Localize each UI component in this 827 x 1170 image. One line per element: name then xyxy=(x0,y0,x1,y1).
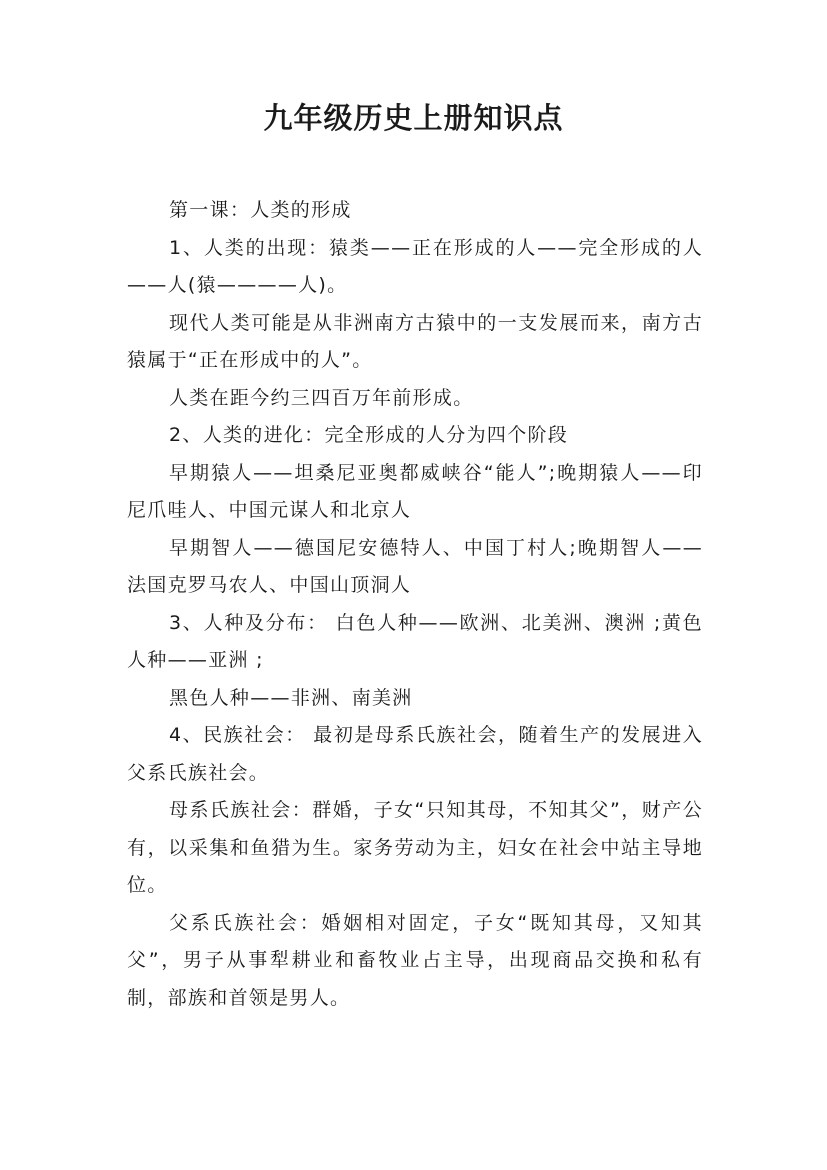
paragraph-human-evolution: 2、人类的进化：完全形成的人分为四个阶段 xyxy=(169,424,569,446)
paragraph-races-distribution: 3、人种及分布： 白色人种——欧洲、北美洲、澳洲 ;黄色人种——亚洲 ; xyxy=(127,611,703,671)
document-title: 九年级历史上册知识点 xyxy=(263,101,564,135)
paragraph-clan-society: 4、民族社会： 最初是母系氏族社会，随着生产的发展进入父系氏族社会。 xyxy=(127,724,703,784)
paragraph-ape-men: 早期猿人——坦桑尼亚奥都威峡谷“能人”;晚期猿人——印尼爪哇人、中国元谋人和北京人 xyxy=(127,461,703,521)
document-body xyxy=(127,192,703,1017)
paragraph-patriarchal-society: 父系氏族社会：婚姻相对固定，子女“既知其母，又知其父”，男子从事犁耕业和畜牧业占主导，出现商品交换和私有制，部族和首领是男人。 xyxy=(127,911,703,1009)
paragraph-lesson-heading: 第一课：人类的形成 xyxy=(169,199,352,221)
paragraph-australopithecus: 现代人类可能是从非洲南方古猿中的一支发展而来，南方古猿属于“正在形成中的人”。 xyxy=(127,311,703,371)
paragraph-human-emergence: 1、人类的出现：猿类——正在形成的人——完全形成的人——人(猿————人)。 xyxy=(127,236,703,296)
paragraph-matriarchal-society: 母系氏族社会：群婚，子女“只知其母，不知其父”，财产公有，以采集和鱼猎为生。家务劳动为主，妇女在社会中站主导地位。 xyxy=(127,799,703,896)
paragraph-homo-sapiens: 早期智人——德国尼安德特人、中国丁村人;晚期智人——法国克罗马农人、中国山顶洞人 xyxy=(127,536,703,596)
paragraph-formation-time: 人类在距今约三四百万年前形成。 xyxy=(169,386,474,409)
paragraph-black-race: 黑色人种——非洲、南美洲 xyxy=(169,686,413,709)
